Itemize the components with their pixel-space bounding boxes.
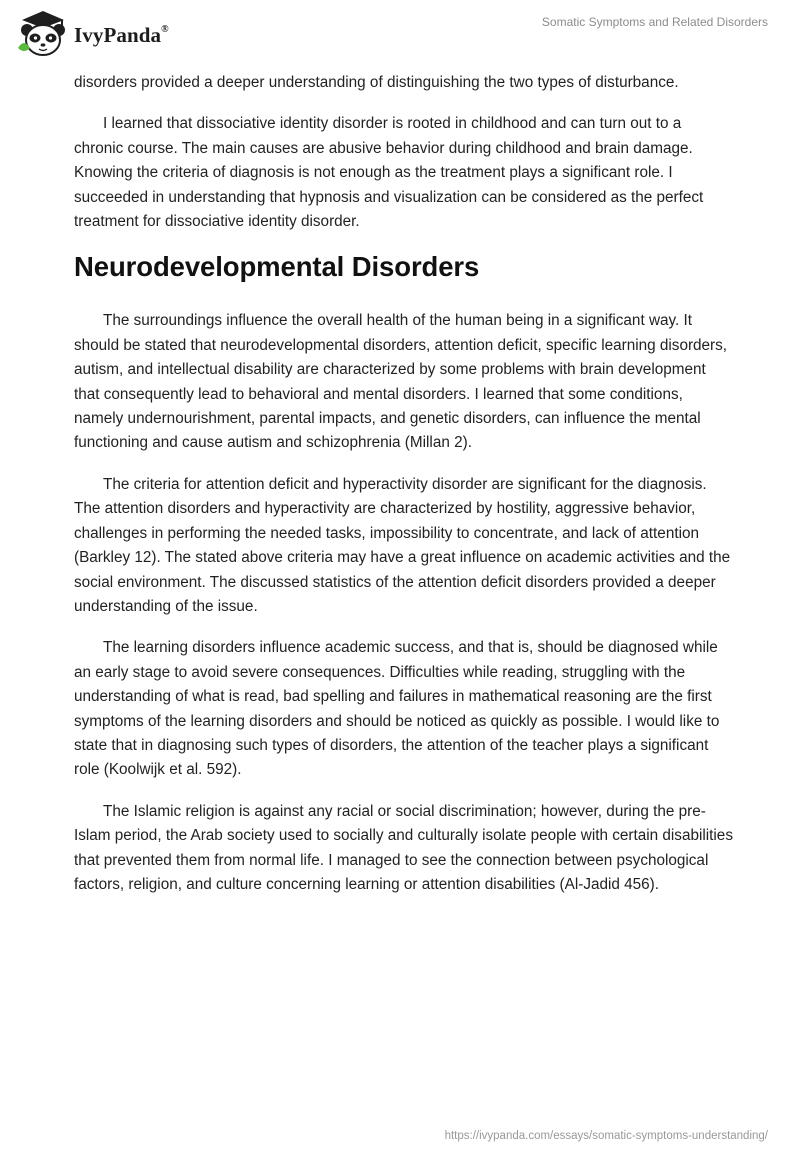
document-title: Somatic Symptoms and Related Disorders	[541, 15, 768, 29]
paragraph-dissociative: I learned that dissociative identity disorder is rooted in childhood and can turn out to a chronic course. The main causes are abusive behavior during childhood and brain damage. Knowing the criteria of diagnosis is not enough as the treatment plays a significant role. I succeeded in understanding that hypnosis and visualization can be considered as the perfect treatment for dissociative identity disorder.	[74, 115, 704, 231]
source-url[interactable]: https://ivypanda.com/essays/somatic-symptoms-understanding/	[444, 1130, 768, 1142]
page-header	[0, 0, 800, 66]
brand-name: IvyPanda®	[74, 22, 169, 47]
essay-body	[74, 71, 734, 914]
paragraph-surroundings: The surroundings influence the overall health of the human being in a significant way. It should be stated that neurodevelopmental disorders, attention deficit, specific learning disorders, autism, and intellectual disability are characterized by some problems with brain development that consequently lead to behavioral and mental disorders. I learned that some conditions, namely undernourishment, parental impacts, and genetic disorders, can influence the mental functioning and cause autism and schizophrenia (Millan 2).	[74, 312, 728, 452]
section-heading: Neurodevelopmental Disorders	[74, 251, 480, 283]
paragraph-islamic-religion: The Islamic religion is against any racial or social discrimination; however, during the pre-Islam period, the Arab society used to socially and culturally isolate people with certain disabilities that prevented them from normal life. I managed to see the connection between psychological factors, religion, and culture concerning learning or attention disabilities (Al-Jadid 456).	[74, 802, 733, 893]
panda-mascot-icon	[14, 8, 72, 58]
paragraph-adhd-criteria: The criteria for attention deficit and hyperactivity disorder are significant for the diagnosis. The attention disorders and hyperactivity are characterized by hostility, aggressive behavior, challenges in performing the needed tasks, impossibility to concentrate, and lack of attention (Barkley 12). The stated above criteria may have a great influence on academic activities and the social environment. The discussed statistics of the attention deficit disorders provided a deeper understanding of the issue.	[74, 475, 731, 615]
paragraph-learning-disorders: The learning disorders influence academic success, and that is, should be diagnosed while an early stage to avoid severe consequences. Difficulties while reading, struggling with the understanding of what is read, bad spelling and failures in mathematical reasoning are the first symptoms of the learning disorders and should be noticed as quickly as possible. I would like to state that in diagnosing such types of disorders, the attention of the teacher plays a significant role (Koolwijk et al. 592).	[74, 639, 720, 779]
paragraph-continued: disorders provided a deeper understanding of distinguishing the two types of disturbance.	[74, 74, 679, 91]
ivypanda-logo[interactable]	[14, 8, 169, 58]
